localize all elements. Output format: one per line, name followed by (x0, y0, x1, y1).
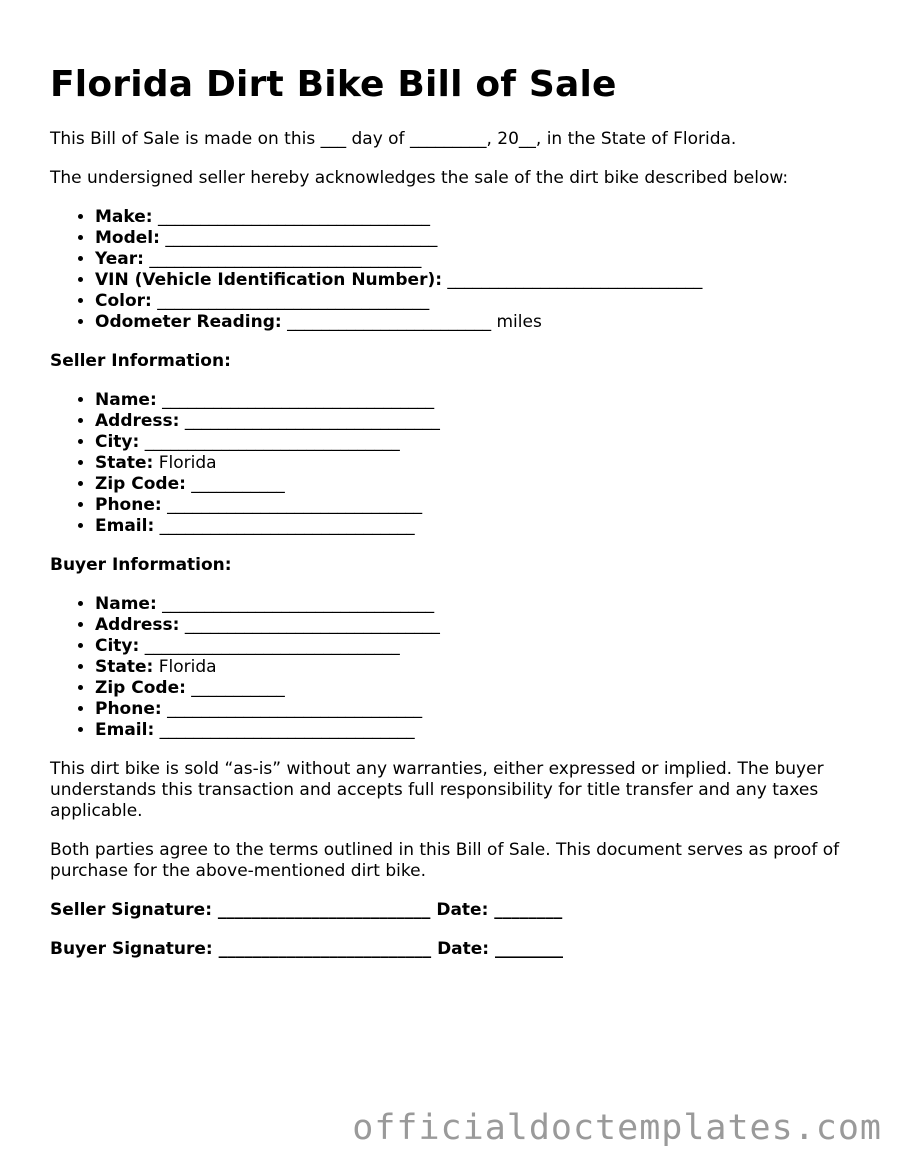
intro-paragraph: This Bill of Sale is made on this ___ day of _________, 20__, in the State of Florida. (50, 129, 737, 149)
field-label: City: (95, 636, 140, 656)
field-label: State: (95, 657, 154, 677)
seller-signature-line: Seller Signature: _________________________ Date: ________ (50, 900, 563, 920)
field-blank: Florida (153, 453, 217, 473)
field-blank: ___________ (185, 678, 285, 698)
field-label: Zip Code: (95, 474, 186, 494)
list-item (95, 699, 870, 720)
buyer-signature-line: Buyer Signature: _________________________ Date: ________ (50, 939, 564, 959)
list-item (95, 720, 870, 741)
field-blank: ______________________________ (179, 411, 440, 431)
field-label: Model: (95, 228, 160, 248)
list-item (95, 636, 870, 657)
field-blank: ________________________________ (143, 249, 422, 269)
field-blank: ________________________ miles (281, 312, 542, 332)
list-item (95, 207, 870, 228)
list-item (95, 291, 870, 312)
list-item (95, 495, 870, 516)
field-label: Address: (95, 615, 180, 635)
field-blank: ______________________________ (154, 720, 415, 740)
watermark: officialdoctemplates.com (352, 1108, 882, 1148)
list-item (95, 615, 870, 636)
agreement-paragraph: Both parties agree to the terms outlined in this Bill of Sale. This document serves as proof of purchase for the above-mentioned dirt bike. (50, 840, 840, 881)
field-label: Phone: (95, 699, 162, 719)
list-item (95, 453, 870, 474)
field-label: Phone: (95, 495, 162, 515)
field-label: Color: (95, 291, 152, 311)
field-label: Name: (95, 390, 157, 410)
field-label: Make: (95, 207, 153, 227)
field-blank: ______________________________ (179, 615, 440, 635)
field-label: Year: (95, 249, 144, 269)
list-item (95, 678, 870, 699)
list-item (95, 594, 870, 615)
buyer-heading: Buyer Information: (50, 555, 232, 575)
field-blank: ___________ (185, 474, 285, 494)
list-item (95, 249, 870, 270)
field-blank: ________________________________ (159, 228, 438, 248)
field-blank: ______________________________ (154, 516, 415, 536)
field-label: Name: (95, 594, 157, 614)
list-item (95, 516, 870, 537)
field-blank: Florida (153, 657, 217, 677)
list-item (95, 390, 870, 411)
field-blank: ______________________________ (139, 636, 400, 656)
field-blank: ______________________________ (161, 699, 423, 719)
vehicle-details-list (50, 207, 870, 333)
field-blank: ________________________________ (151, 291, 430, 311)
field-label: Address: (95, 411, 180, 431)
seller-info-list (50, 390, 870, 537)
as-is-paragraph: This dirt bike is sold “as-is” without any warranties, either expressed or implied. The buyer understands this transaction and accepts full responsibility for title transfer and any taxes applicable. (50, 759, 824, 821)
list-item (95, 432, 870, 453)
field-blank: ________________________________ (152, 207, 430, 227)
field-label: Odometer Reading: (95, 312, 282, 332)
field-label: Zip Code: (95, 678, 186, 698)
field-blank: ________________________________ (156, 594, 435, 614)
list-item (95, 270, 870, 291)
field-blank: ______________________________ (442, 270, 703, 290)
document-page (50, 62, 870, 978)
document-title: Florida Dirt Bike Bill of Sale (50, 64, 617, 105)
buyer-info-list (50, 594, 870, 741)
list-item (95, 474, 870, 495)
seller-heading: Seller Information: (50, 351, 231, 371)
acknowledgement-paragraph: The undersigned seller hereby acknowledges the sale of the dirt bike described below: (50, 168, 789, 188)
list-item (95, 657, 870, 678)
field-label: City: (95, 432, 140, 452)
field-blank: ________________________________ (156, 390, 435, 410)
list-item (95, 228, 870, 249)
list-item (95, 411, 870, 432)
field-blank: ______________________________ (139, 432, 400, 452)
field-label: State: (95, 453, 154, 473)
list-item (95, 312, 870, 333)
field-label: Email: (95, 516, 155, 536)
field-blank: ______________________________ (161, 495, 423, 515)
field-label: Email: (95, 720, 155, 740)
field-label: VIN (Vehicle Identification Number): (95, 270, 443, 290)
